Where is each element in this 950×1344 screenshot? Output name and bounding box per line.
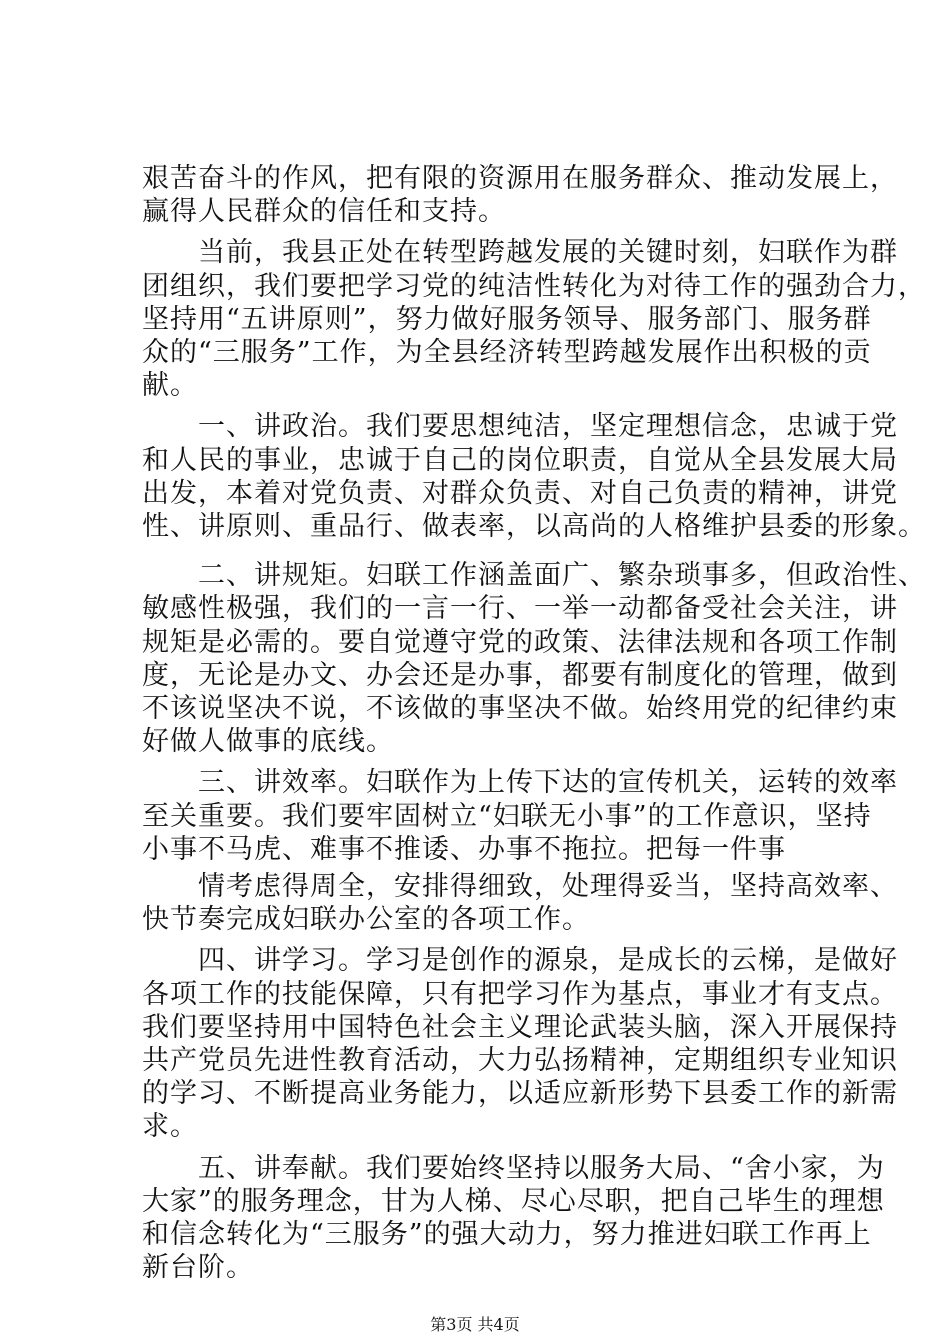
text-line: 至关重要。我们要牢固树立“妇联无小事”的工作意识，坚持	[142, 801, 872, 832]
text-line: 二、讲规矩。妇联工作涵盖面广、繁杂琐事多，但政治性、	[142, 560, 926, 591]
page-footer: 第3页 共4页	[430, 1315, 520, 1334]
text-line: 艰苦奋斗的作风，把有限的资源用在服务群众、推动发展上，	[142, 163, 898, 194]
text-line: 度，无论是办文、办会还是办事，都要有制度化的管理，做到	[142, 660, 898, 691]
text-line: 我们要坚持用中国特色社会主义理论武装头脑，深入开展保持	[142, 1012, 898, 1043]
text-line: 情考虑得周全，安排得细致，处理得妥当，坚持高效率、	[142, 871, 898, 902]
text-line: 五、讲奉献。我们要始终坚持以服务大局、“舍小家，为	[142, 1153, 885, 1184]
text-line: 赢得人民群众的信任和支持。	[142, 196, 506, 227]
text-line: 坚持用“五讲原则”，努力做好服务领导、服务部门、服务群	[142, 304, 872, 335]
text-line: 当前，我县正处在转型跨越发展的关键时刻，妇联作为群	[142, 237, 898, 268]
text-line: 快节奏完成妇联办公室的各项工作。	[142, 904, 590, 935]
text-line: 和信念转化为“三服务”的强大动力，努力推进妇联工作再上	[142, 1219, 872, 1250]
text-line: 好做人做事的底线。	[142, 726, 394, 757]
text-line: 各项工作的技能保障，只有把学习作为基点，事业才有支点。	[142, 979, 898, 1010]
text-line: 和人民的事业，忠诚于自己的岗位职责，自觉从全县发展大局	[142, 445, 898, 476]
text-line: 四、讲学习。学习是创作的源泉，是成长的云梯，是做好	[142, 945, 898, 976]
text-line: 共产党员先进性教育活动，大力弘扬精神，定期组织专业知识	[142, 1045, 898, 1076]
text-line: 团组织，我们要把学习党的纯洁性转化为对待工作的强劲合力，	[142, 271, 926, 302]
text-line: 献。	[142, 370, 198, 401]
text-line: 大家”的服务理念，甘为人梯、尽心尽职，把自己毕生的理想	[142, 1186, 885, 1217]
text-line: 敏感性极强，我们的一言一行、一举一动都备受社会关注，讲	[142, 593, 898, 624]
text-line: 的学习、不断提高业务能力，以适应新形势下县委工作的新需	[142, 1078, 898, 1109]
text-line: 出发，本着对党负责、对群众负责、对自己负责的精神，讲党	[142, 478, 898, 509]
text-line: 不该说坚决不说，不该做的事坚决不做。始终用党的纪律约束	[142, 693, 898, 724]
text-line: 一、讲政治。我们要思想纯洁，坚定理想信念，忠诚于党	[142, 411, 898, 442]
text-line: 求。	[142, 1111, 198, 1142]
text-line: 新台阶。	[142, 1252, 254, 1283]
text-line: 三、讲效率。妇联作为上传下达的宣传机关，运转的效率	[142, 767, 898, 798]
text-line: 小事不马虎、难事不推诿、办事不拖拉。把每一件事	[142, 834, 786, 865]
text-line: 众的“三服务”工作，为全县经济转型跨越发展作出积极的贡	[142, 337, 872, 368]
text-line: 性、讲原则、重品行、做表率，以高尚的人格维护县委的形象。	[142, 511, 926, 542]
text-line: 规矩是必需的。要自觉遵守党的政策、法律法规和各项工作制	[142, 627, 898, 658]
